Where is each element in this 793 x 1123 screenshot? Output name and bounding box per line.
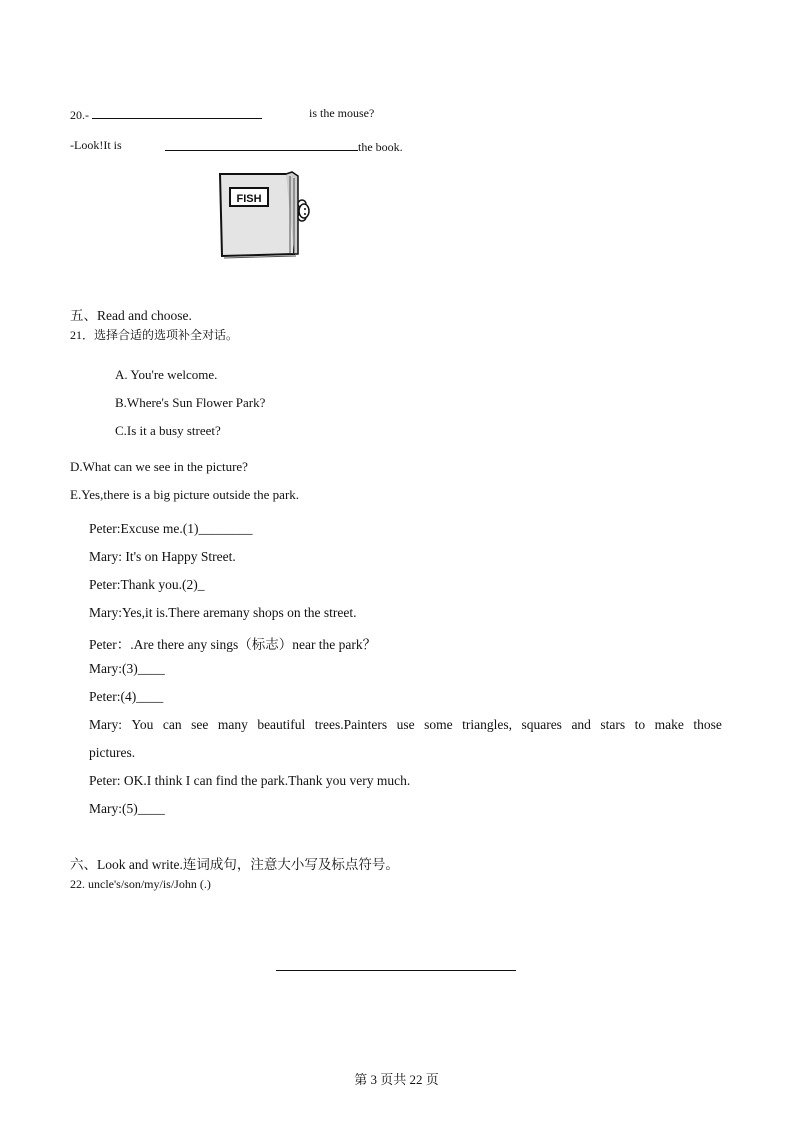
dialogue-line-3: Peter:Thank you.(2)_ (89, 577, 205, 592)
option-b: B.Where's Sun Flower Park? (115, 395, 266, 410)
q20-line2-suffix: the book. (358, 140, 403, 154)
dialogue-line-8-cont: pictures. (89, 745, 136, 760)
option-e: E.Yes,there is a big picture outside the park. (70, 487, 300, 502)
option-a: A. You're welcome. (115, 367, 218, 382)
dialogue-line-1: Peter:Excuse me.(1)________ (89, 521, 253, 536)
q22-prompt: 22. uncle's/son/my/is/John (.) (70, 877, 211, 891)
dialogue-line-7: Peter:(4)____ (89, 689, 164, 704)
dialogue-line-10: Mary:(5)____ (89, 801, 165, 816)
q20-number: 20.- (70, 108, 89, 122)
q21-instruction: 21．选择合适的选项补全对话。 (70, 328, 239, 342)
q20-line1 (70, 106, 262, 123)
section6-heading: 六、Look and write.连词成句，注意大小写及标点符号。 (70, 857, 399, 872)
q22-answer-blank[interactable] (276, 960, 516, 971)
dialogue-line-8: Mary: You can see many beautiful trees.Painters use some triangles, squares and stars to make those (89, 717, 722, 732)
mouse-icon (298, 200, 309, 221)
dialogue-line-2: Mary: It's on Happy Street. (89, 549, 236, 564)
q20-blank-1[interactable] (92, 106, 262, 119)
book-label: FISH (236, 193, 262, 205)
q20-line2-rest (165, 138, 403, 155)
section5-heading: 五、Read and choose. (70, 308, 192, 323)
option-d: D.What can we see in the picture? (70, 459, 248, 474)
q20-blank-2[interactable] (165, 138, 358, 151)
dialogue-line-6: Mary:(3)____ (89, 661, 165, 676)
dialogue-line-4: Mary:Yes,it is.There aremany shops on the street. (89, 605, 357, 620)
book-mouse-illustration (214, 170, 312, 260)
q20-line1-suffix: is the mouse? (309, 106, 375, 120)
dialogue-line-9: Peter: OK.I think I can find the park.Thank you very much. (89, 773, 411, 788)
q20-line2-prefix: -Look!It is (70, 138, 122, 152)
dialogue-line-5: Peter：.Are there any sings（标志）near the park？ (89, 637, 377, 652)
book-cover (220, 174, 294, 256)
option-c: C.Is it a busy street? (115, 423, 221, 438)
page-footer: 第 3 页共 22 页 (354, 1072, 439, 1087)
